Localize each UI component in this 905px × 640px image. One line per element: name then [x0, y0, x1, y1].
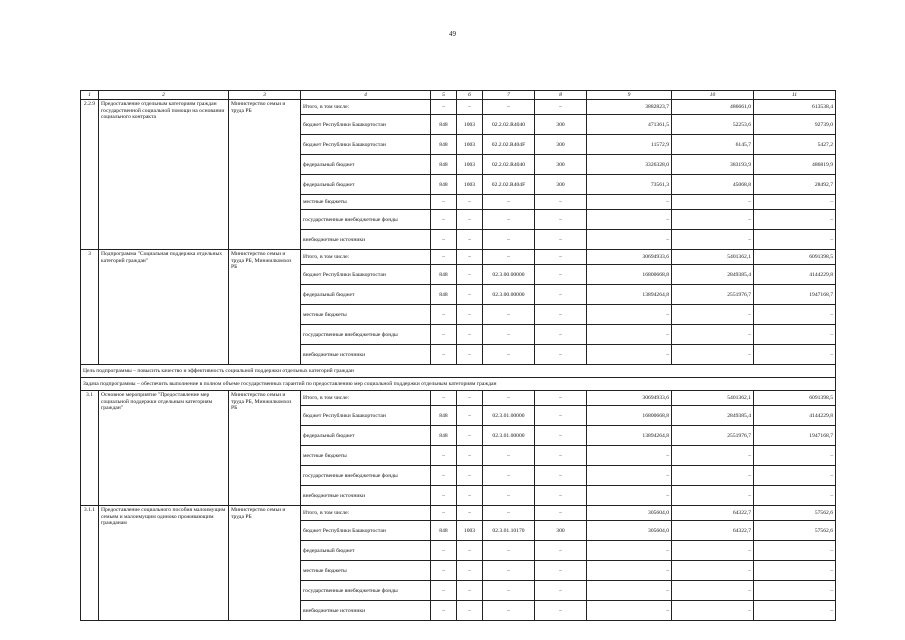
- funding-source: государственные внебюджетные фонды: [301, 466, 431, 486]
- value-cell: –: [587, 325, 672, 345]
- funding-source: внебюджетные источники: [301, 486, 431, 506]
- value-cell: –: [754, 210, 836, 230]
- value-cell: 1003: [457, 155, 483, 175]
- value-cell: 52253,6: [672, 115, 754, 135]
- goal-row-text: Цель подпрограммы – повысить качество и эффективность социальной поддержки отдельных категорий граждан: [81, 365, 836, 378]
- value-cell: 1003: [457, 521, 483, 541]
- value-cell: 383193,9: [672, 155, 754, 175]
- value-cell: –: [431, 541, 457, 561]
- funding-source: федеральный бюджет: [301, 175, 431, 195]
- table-row: [81, 100, 836, 115]
- value-cell: –: [672, 230, 754, 250]
- value-cell: 13894264,8: [587, 285, 672, 305]
- row-number: 3: [81, 250, 99, 365]
- value-cell: –: [754, 446, 836, 466]
- value-cell: –: [535, 426, 587, 446]
- value-cell: 848: [431, 155, 457, 175]
- task-row: [81, 378, 836, 391]
- value-cell: 2849385,4: [672, 265, 754, 285]
- value-cell: –: [672, 345, 754, 365]
- budget-table: [80, 90, 836, 621]
- value-cell: 02.3.01.00000: [483, 406, 535, 426]
- value-cell: 30694933,6: [587, 391, 672, 406]
- value-cell: –: [431, 581, 457, 601]
- value-cell: 02.3.01.10170: [483, 521, 535, 541]
- goal-row: [81, 365, 836, 378]
- value-cell: –: [483, 486, 535, 506]
- value-cell: –: [587, 581, 672, 601]
- value-cell: –: [457, 486, 483, 506]
- funding-source: бюджет Республики Башкортостан: [301, 406, 431, 426]
- value-cell: –: [672, 446, 754, 466]
- funding-source: бюджет Республики Башкортостан: [301, 265, 431, 285]
- value-cell: –: [483, 446, 535, 466]
- value-cell: 02.3.00.00000: [483, 285, 535, 305]
- value-cell: –: [587, 345, 672, 365]
- funding-source: государственные внебюджетные фонды: [301, 210, 431, 230]
- funding-source: местные бюджеты: [301, 446, 431, 466]
- value-cell: 486819,9: [754, 155, 836, 175]
- value-cell: –: [754, 486, 836, 506]
- funding-source: бюджет Республики Башкортостан: [301, 135, 431, 155]
- value-cell: –: [672, 541, 754, 561]
- value-cell: –: [535, 345, 587, 365]
- value-cell: –: [457, 210, 483, 230]
- value-cell: 848: [431, 265, 457, 285]
- value-cell: –: [587, 210, 672, 230]
- executor-name: Министерство семьи и труда РБ, Минжилкомхоз РБ: [229, 391, 301, 506]
- funding-source: Итого, в том числе:: [301, 250, 431, 265]
- value-cell: –: [535, 581, 587, 601]
- funding-source: государственные внебюджетные фонды: [301, 325, 431, 345]
- value-cell: 92739,0: [754, 115, 836, 135]
- task-row-text: Задача подпрограммы – обеспечить выполнение в полном объеме государственных гарантий по предоставлению мер социальной поддержки отдельным категориям граждан: [81, 378, 836, 391]
- measure-name: Подпрограмма "Социальная поддержка отдельных категорий граждан": [99, 250, 229, 365]
- value-cell: –: [483, 466, 535, 486]
- measure-name: Предоставление отдельным категориям граждан государственной социальной помощи на основании социального контракта: [99, 100, 229, 250]
- value-cell: –: [483, 305, 535, 325]
- header-cell: 4: [301, 91, 431, 100]
- value-cell: 6091398,5: [754, 250, 836, 265]
- value-cell: –: [431, 230, 457, 250]
- row-number: 3.1.1: [81, 506, 99, 621]
- value-cell: –: [587, 446, 672, 466]
- value-cell: –: [431, 446, 457, 466]
- value-cell: –: [754, 581, 836, 601]
- value-cell: 1947168,7: [754, 285, 836, 305]
- value-cell: –: [457, 601, 483, 621]
- value-cell: –: [483, 581, 535, 601]
- value-cell: –: [457, 541, 483, 561]
- value-cell: –: [483, 391, 535, 406]
- value-cell: –: [431, 250, 457, 265]
- value-cell: 13894264,8: [587, 426, 672, 446]
- value-cell: –: [431, 325, 457, 345]
- value-cell: –: [431, 195, 457, 210]
- value-cell: –: [754, 230, 836, 250]
- value-cell: –: [431, 506, 457, 521]
- value-cell: –: [535, 541, 587, 561]
- value-cell: –: [535, 601, 587, 621]
- value-cell: –: [672, 601, 754, 621]
- header-cell: 3: [229, 91, 301, 100]
- value-cell: 11572,9: [587, 135, 672, 155]
- value-cell: –: [457, 230, 483, 250]
- value-cell: –: [431, 100, 457, 115]
- value-cell: –: [754, 466, 836, 486]
- value-cell: –: [754, 541, 836, 561]
- value-cell: 64322,7: [672, 521, 754, 541]
- funding-source: местные бюджеты: [301, 305, 431, 325]
- value-cell: 486661,0: [672, 100, 754, 115]
- value-cell: –: [587, 305, 672, 325]
- value-cell: 3882823,7: [587, 100, 672, 115]
- funding-source: федеральный бюджет: [301, 285, 431, 305]
- value-cell: 300: [535, 135, 587, 155]
- value-cell: 1003: [457, 115, 483, 135]
- value-cell: –: [431, 601, 457, 621]
- value-cell: –: [587, 230, 672, 250]
- funding-source: федеральный бюджет: [301, 155, 431, 175]
- value-cell: 16800668,8: [587, 406, 672, 426]
- header-cell: 7: [483, 91, 535, 100]
- value-cell: –: [535, 406, 587, 426]
- value-cell: –: [457, 561, 483, 581]
- row-number: 2.2.9: [81, 100, 99, 250]
- value-cell: –: [754, 305, 836, 325]
- value-cell: –: [457, 265, 483, 285]
- table-row: [81, 250, 836, 265]
- value-cell: –: [672, 466, 754, 486]
- value-cell: 02.2.02.R404F: [483, 175, 535, 195]
- value-cell: –: [754, 601, 836, 621]
- value-cell: 471361,5: [587, 115, 672, 135]
- value-cell: 2551976,7: [672, 285, 754, 305]
- value-cell: 1003: [457, 175, 483, 195]
- value-cell: 848: [431, 135, 457, 155]
- value-cell: 848: [431, 175, 457, 195]
- value-cell: 300: [535, 521, 587, 541]
- value-cell: 45068,8: [672, 175, 754, 195]
- value-cell: 1947168,7: [754, 426, 836, 446]
- value-cell: –: [457, 250, 483, 265]
- executor-name: Министерство семьи и труда РБ: [229, 506, 301, 621]
- value-cell: –: [483, 195, 535, 210]
- value-cell: 57562,6: [754, 521, 836, 541]
- header-cell: 2: [99, 91, 229, 100]
- value-cell: 305604,0: [587, 506, 672, 521]
- value-cell: –: [483, 325, 535, 345]
- value-cell: –: [457, 506, 483, 521]
- value-cell: 613538,4: [754, 100, 836, 115]
- value-cell: 30694933,6: [587, 250, 672, 265]
- value-cell: –: [535, 195, 587, 210]
- header-cell: 11: [754, 91, 836, 100]
- funding-source: местные бюджеты: [301, 195, 431, 210]
- value-cell: –: [431, 345, 457, 365]
- value-cell: 6091398,5: [754, 391, 836, 406]
- value-cell: –: [457, 581, 483, 601]
- header-cell: 9: [587, 91, 672, 100]
- value-cell: –: [535, 486, 587, 506]
- value-cell: 02.3.01.00000: [483, 426, 535, 446]
- value-cell: 64322,7: [672, 506, 754, 521]
- value-cell: –: [535, 265, 587, 285]
- value-cell: –: [587, 601, 672, 621]
- value-cell: –: [457, 446, 483, 466]
- value-cell: –: [457, 426, 483, 446]
- value-cell: 5427,2: [754, 135, 836, 155]
- header-cell: 1: [81, 91, 99, 100]
- value-cell: –: [672, 305, 754, 325]
- value-cell: 305604,0: [587, 521, 672, 541]
- value-cell: –: [672, 325, 754, 345]
- value-cell: –: [535, 325, 587, 345]
- value-cell: –: [535, 305, 587, 325]
- value-cell: –: [754, 345, 836, 365]
- row-number: 3.1: [81, 391, 99, 506]
- value-cell: –: [457, 406, 483, 426]
- value-cell: –: [431, 305, 457, 325]
- measure-name: Основное мероприятие "Предоставление мер социальной поддержки отдельным категориям граждан": [99, 391, 229, 506]
- value-cell: –: [587, 561, 672, 581]
- value-cell: 02.3.00.00000: [483, 265, 535, 285]
- value-cell: –: [483, 100, 535, 115]
- value-cell: 4144229,8: [754, 406, 836, 426]
- value-cell: –: [754, 195, 836, 210]
- table-body: [81, 91, 836, 621]
- value-cell: –: [483, 210, 535, 230]
- value-cell: –: [672, 561, 754, 581]
- value-cell: –: [457, 345, 483, 365]
- executor-name: Министерство семьи и труда РБ, Минжилкомхоз РБ: [229, 250, 301, 365]
- value-cell: 2551976,7: [672, 426, 754, 446]
- value-cell: 02.2.02.R4040: [483, 155, 535, 175]
- value-cell: –: [457, 391, 483, 406]
- value-cell: –: [483, 561, 535, 581]
- table-row: [81, 391, 836, 406]
- value-cell: –: [535, 230, 587, 250]
- value-cell: –: [535, 210, 587, 230]
- value-cell: –: [587, 486, 672, 506]
- value-cell: 848: [431, 115, 457, 135]
- value-cell: –: [587, 541, 672, 561]
- funding-source: федеральный бюджет: [301, 426, 431, 446]
- value-cell: 848: [431, 285, 457, 305]
- value-cell: –: [754, 561, 836, 581]
- value-cell: –: [431, 486, 457, 506]
- table-row: [81, 506, 836, 521]
- value-cell: 848: [431, 426, 457, 446]
- value-cell: 848: [431, 406, 457, 426]
- value-cell: –: [457, 100, 483, 115]
- value-cell: 300: [535, 115, 587, 135]
- value-cell: –: [535, 250, 587, 265]
- value-cell: 1003: [457, 135, 483, 155]
- value-cell: 5401362,1: [672, 391, 754, 406]
- value-cell: –: [587, 195, 672, 210]
- value-cell: –: [672, 210, 754, 230]
- value-cell: –: [457, 325, 483, 345]
- funding-source: внебюджетные источники: [301, 230, 431, 250]
- value-cell: 6145,7: [672, 135, 754, 155]
- funding-source: государственные внебюджетные фонды: [301, 581, 431, 601]
- funding-source: Итого, в том числе:: [301, 391, 431, 406]
- value-cell: 5401362,1: [672, 250, 754, 265]
- header-cell: 6: [457, 91, 483, 100]
- value-cell: –: [535, 506, 587, 521]
- value-cell: –: [431, 561, 457, 581]
- value-cell: –: [754, 325, 836, 345]
- value-cell: 02.2.02.R4040: [483, 115, 535, 135]
- value-cell: –: [483, 345, 535, 365]
- value-cell: –: [457, 285, 483, 305]
- header-cell: 8: [535, 91, 587, 100]
- value-cell: –: [535, 466, 587, 486]
- value-cell: –: [483, 250, 535, 265]
- value-cell: –: [457, 195, 483, 210]
- value-cell: –: [672, 581, 754, 601]
- measure-name: Предоставление социального пособия малоимущим семьям и малоимущим одиноко проживающим гражданам: [99, 506, 229, 621]
- value-cell: –: [535, 446, 587, 466]
- value-cell: –: [431, 210, 457, 230]
- header-row: [81, 91, 836, 100]
- funding-source: федеральный бюджет: [301, 541, 431, 561]
- value-cell: –: [587, 466, 672, 486]
- page-number: 49: [449, 30, 456, 38]
- funding-source: внебюджетные источники: [301, 345, 431, 365]
- value-cell: –: [483, 506, 535, 521]
- value-cell: 73561,3: [587, 175, 672, 195]
- value-cell: –: [457, 466, 483, 486]
- executor-name: Министерство семьи и труда РБ: [229, 100, 301, 250]
- header-cell: 10: [672, 91, 754, 100]
- value-cell: –: [672, 486, 754, 506]
- value-cell: –: [483, 230, 535, 250]
- value-cell: 3326328,0: [587, 155, 672, 175]
- value-cell: 57562,6: [754, 506, 836, 521]
- funding-source: местные бюджеты: [301, 561, 431, 581]
- value-cell: –: [672, 195, 754, 210]
- value-cell: 300: [535, 155, 587, 175]
- value-cell: –: [483, 541, 535, 561]
- funding-source: внебюджетные источники: [301, 601, 431, 621]
- value-cell: –: [483, 601, 535, 621]
- value-cell: –: [535, 391, 587, 406]
- value-cell: 16800668,8: [587, 265, 672, 285]
- header-cell: 5: [431, 91, 457, 100]
- value-cell: –: [535, 561, 587, 581]
- value-cell: 300: [535, 175, 587, 195]
- funding-source: Итого, в том числе:: [301, 506, 431, 521]
- value-cell: 848: [431, 521, 457, 541]
- value-cell: –: [431, 466, 457, 486]
- value-cell: –: [535, 285, 587, 305]
- funding-source: Итого, в том числе:: [301, 100, 431, 115]
- value-cell: 02.2.02.R404F: [483, 135, 535, 155]
- value-cell: –: [431, 391, 457, 406]
- funding-source: бюджет Республики Башкортостан: [301, 521, 431, 541]
- value-cell: 28492,7: [754, 175, 836, 195]
- value-cell: 2849385,4: [672, 406, 754, 426]
- value-cell: –: [535, 100, 587, 115]
- value-cell: 4144229,8: [754, 265, 836, 285]
- value-cell: –: [457, 305, 483, 325]
- funding-source: бюджет Республики Башкортостан: [301, 115, 431, 135]
